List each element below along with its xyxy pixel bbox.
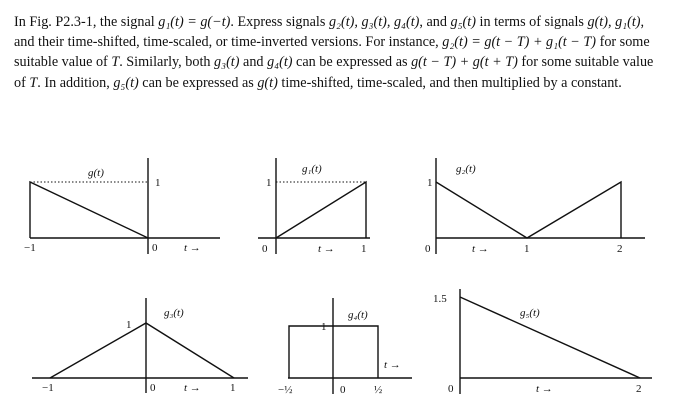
t-arrow-label: t → [384,359,401,371]
text-run: in terms of signals [475,14,588,30]
plot-title: g₂(t) [456,163,476,175]
plot-g1 [258,158,370,255]
t-tick-label: 2 [617,243,623,255]
text-run: . Similarly, both [119,54,215,71]
signal-curve [50,323,234,378]
math-signals: g₂(t), g₃(t), g₄(t) [328,14,420,30]
math-g1-def: g₁(t) = g(−t) [158,14,231,30]
t-tick-label: −1 [42,382,54,394]
y-tick-label: 1 [155,177,161,189]
t-tick-label: 0 [340,384,346,396]
math-base-signals: g(t), g₁(t) [587,14,641,30]
text-run: and [239,54,268,71]
text-run: , and [419,14,451,30]
y-tick-label: 1 [126,319,132,331]
plot-title: g₃(t) [164,307,184,319]
math-g5: g₅(t) [113,74,139,91]
signal-curve [276,182,366,238]
t-tick-label: 0 [152,242,158,254]
y-tick-label: 1 [321,321,327,333]
plot-title: g₅(t) [520,307,540,319]
plot-g3 [32,298,248,394]
t-tick-label: 0 [448,383,454,395]
t-tick-label: 1 [524,243,530,255]
text-run: , and their time-shifted, time-scaled, or time-inverted versions. For instance, [14,14,645,51]
plot-title: g(t) [88,167,104,179]
math-g2-example: g₂(t) = g(t − T) + g₁(t − T) [442,34,597,51]
math-T: T [111,54,120,71]
plot-g5 [433,289,652,395]
text-run: for some suitable value of [14,54,654,91]
text-run: In Fig. P2.3-1, the signal [14,14,159,30]
plot-g4 [278,298,412,396]
y-tick-label: 1 [427,177,433,189]
math-T: T [29,74,38,91]
signal-curve [30,182,148,238]
math-shift-sum: g(t − T) + g(t + T) [411,54,518,71]
text-run: for some suitable value of [14,34,650,71]
t-tick-label: 0 [425,243,431,255]
signal-curve [436,182,621,238]
t-tick-label: 1 [230,382,236,394]
plot-g2 [425,158,645,255]
plot-title: g₄(t) [348,309,368,321]
plot-g [24,158,220,254]
t-arrow-label: t → [184,242,201,254]
math-g4: g₄(t) [267,54,293,71]
text-run: . In addition, [37,74,114,91]
t-tick-label: 0 [150,382,156,394]
text-run: . Express signals [230,14,329,30]
math-g: g(t) [257,74,278,91]
math-g3: g₃(t) [214,54,240,71]
t-arrow-label: t → [472,243,489,255]
text-run: time-shifted, time-scaled, and then multiplied by a constant. [277,74,622,91]
math-g5: g₅(t) [450,14,476,30]
t-tick-label: −½ [278,384,293,396]
t-tick-label: 0 [262,243,268,255]
t-tick-label: ½ [374,384,383,396]
t-arrow-label: t → [184,382,201,394]
text-run: can be expressed as [292,54,412,71]
t-tick-label: −1 [24,242,36,254]
y-tick-label: 1.5 [433,293,447,305]
y-tick-label: 1 [266,177,272,189]
plot-title: g₁(t) [302,163,322,175]
t-arrow-label: t → [318,243,335,255]
t-tick-label: 1 [361,243,367,255]
t-arrow-label: t → [536,383,553,395]
text-run: can be expressed as [138,74,258,91]
t-tick-label: 2 [636,383,642,395]
signal-curve [460,297,640,378]
